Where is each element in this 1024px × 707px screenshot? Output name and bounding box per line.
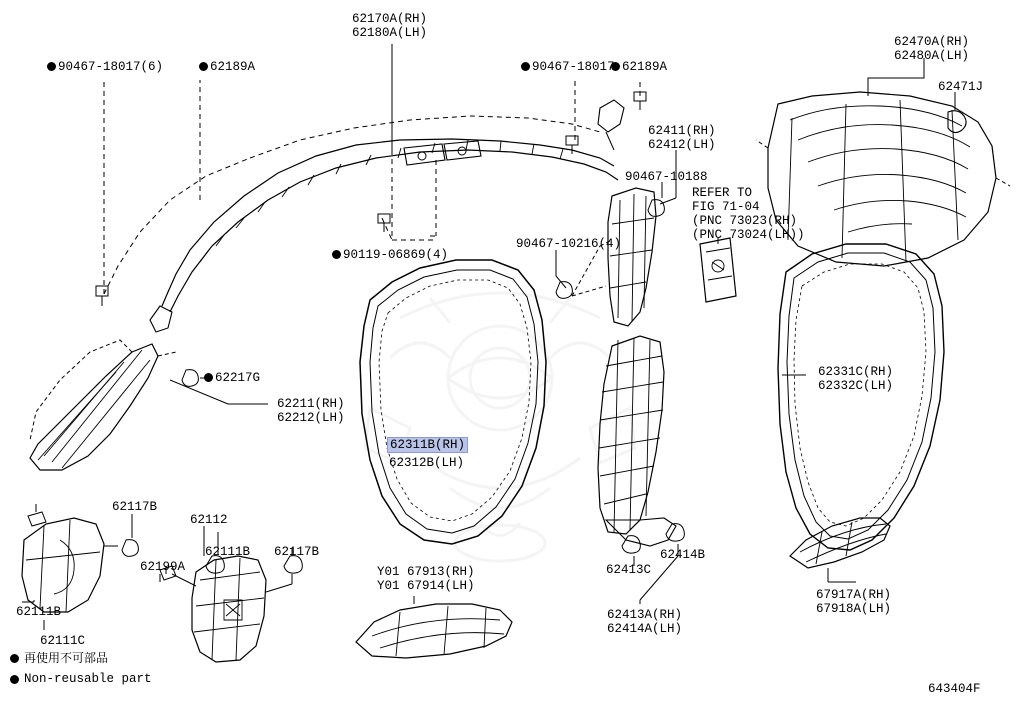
legend-text-en: Non-reusable part (24, 672, 152, 686)
label-90119-06869: 90119-06869(4) (343, 248, 449, 262)
label-62117b-right: 62117B (274, 545, 320, 559)
label-y0167913: Y01 67913(RH) Y01 67914(LH) (377, 565, 475, 593)
highlighted-part-rh: 62311B(RH) (390, 438, 466, 452)
label-62111c: 62111C (40, 634, 86, 648)
label-62111b-left: 62111B (16, 605, 62, 619)
label-62414b: 62414B (660, 548, 706, 562)
label-90467-10216: 90467-10216(4) (516, 237, 622, 251)
label-62331c: 62331C(RH) 62332C(LH) (818, 365, 894, 393)
bullet-62217g (204, 373, 213, 382)
label-62470a: 62470A(RH) 62480A(LH) (894, 35, 970, 63)
label-62217g: 62217G (215, 371, 261, 385)
label-62111b-mid: 62111B (205, 545, 251, 559)
highlighted-part-lh: 62312B(LH) (389, 456, 465, 470)
label-62112: 62112 (190, 513, 228, 527)
label-62117b-top: 62117B (112, 500, 158, 514)
label-62413a: 62413A(RH) 62414A(LH) (607, 608, 683, 636)
label-62411: 62411(RH) 62412(LH) (648, 124, 716, 152)
bullet-62189a-left (199, 62, 208, 71)
label-62211: 62211(RH) 62212(LH) (277, 397, 345, 425)
label-67917a: 67917A(RH) 67918A(LH) (816, 588, 892, 616)
bullet-90467-18017 (521, 62, 530, 71)
legend-bullet-2 (10, 675, 19, 684)
label-62189a-left: 62189A (210, 60, 256, 74)
label-90467-10188: 90467-10188 (625, 170, 708, 184)
label-90467-18017: 90467-18017 (532, 60, 615, 74)
label-62199a: 62199A (140, 560, 186, 574)
label-refer-to: REFER TO FIG 71-04 (PNC 73023(RH) (PNC 73024(LH)) (692, 186, 805, 242)
label-62413c: 62413C (606, 563, 652, 577)
legend-bullet-1 (10, 654, 19, 663)
label-62189a-right: 62189A (622, 60, 668, 74)
sheet-code: 643404F (928, 682, 981, 696)
label-62170a: 62170A(RH) 62180A(LH) (352, 12, 428, 40)
highlighted-part-label[interactable] (387, 437, 468, 453)
bullet-90119-06869 (332, 250, 341, 259)
bullet-90467-18017-6 (47, 62, 56, 71)
label-62471j: 62471J (938, 80, 984, 94)
legend-text-jp: 再使用不可部品 (24, 651, 109, 665)
label-90467-18017-6: 90467-18017(6) (58, 60, 164, 74)
